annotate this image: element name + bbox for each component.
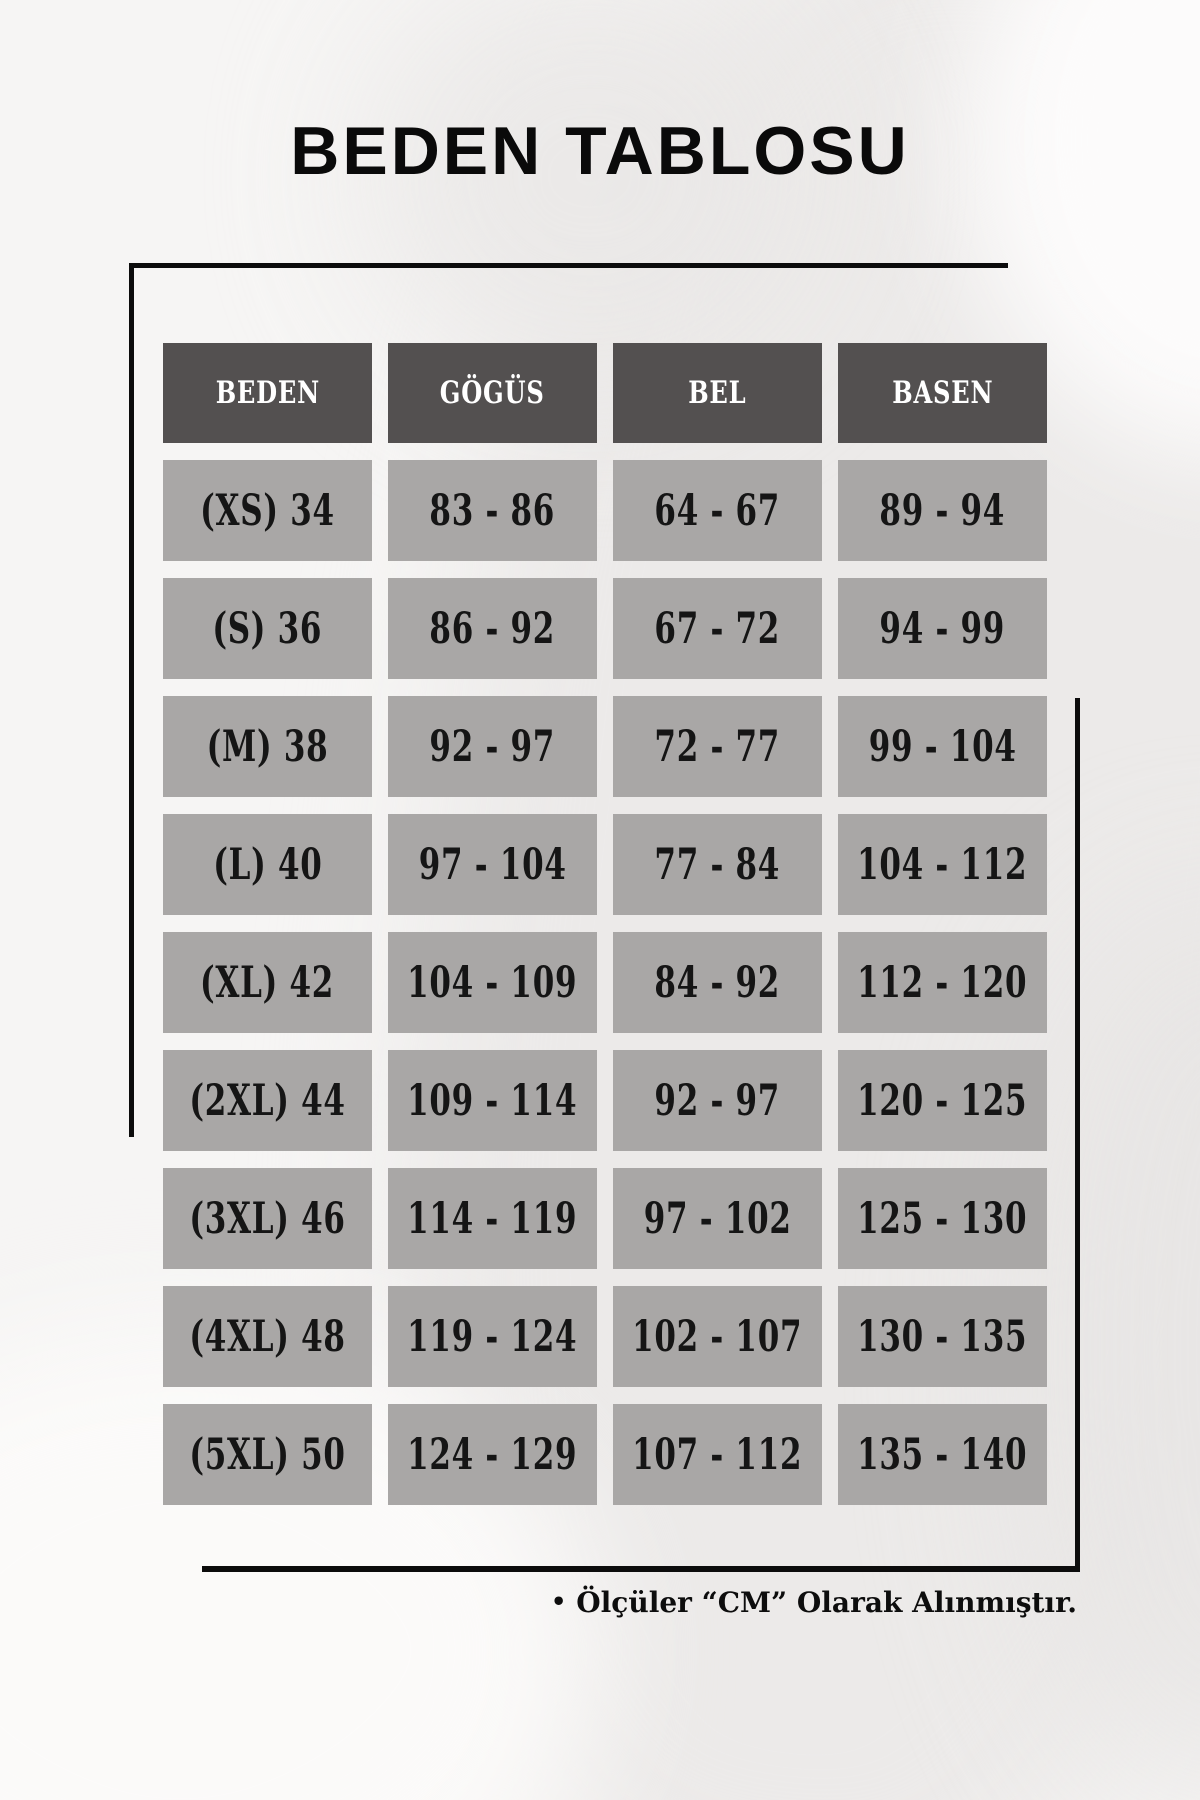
range-cell-basen bbox=[838, 696, 1047, 797]
range-value: 67 - 72 bbox=[654, 603, 781, 654]
left-frame-line bbox=[129, 263, 134, 1137]
range-cell-bel bbox=[613, 1168, 822, 1269]
bottom-frame-line bbox=[202, 1566, 1080, 1572]
range-value: 77 - 84 bbox=[654, 839, 781, 890]
range-value: 72 - 77 bbox=[654, 721, 781, 772]
range-value: 124 - 129 bbox=[407, 1429, 578, 1480]
range-cell-gogus bbox=[388, 1168, 597, 1269]
range-value: 120 - 125 bbox=[857, 1075, 1028, 1126]
range-cell-basen bbox=[838, 1286, 1047, 1387]
range-cell-bel bbox=[613, 932, 822, 1033]
size-cell bbox=[163, 1168, 372, 1269]
header-label: GÖGÜS bbox=[440, 375, 545, 411]
size-label: (4XL) 48 bbox=[189, 1311, 346, 1362]
size-cell bbox=[163, 814, 372, 915]
range-cell-basen bbox=[838, 1050, 1047, 1151]
measurement-note-text: Ölçüler “CM” Olarak Alınmıştır. bbox=[576, 1586, 1077, 1619]
header-label: BASEN bbox=[891, 375, 994, 411]
size-cell bbox=[163, 578, 372, 679]
range-cell-gogus bbox=[388, 696, 597, 797]
size-cell bbox=[163, 1050, 372, 1151]
size-label: (XS) 34 bbox=[200, 485, 335, 536]
size-label: (M) 38 bbox=[206, 721, 329, 772]
size-label: (L) 40 bbox=[212, 839, 323, 890]
header-cell-beden bbox=[163, 343, 372, 443]
size-label: (S) 36 bbox=[212, 603, 323, 654]
range-cell-basen bbox=[838, 578, 1047, 679]
range-value: 109 - 114 bbox=[407, 1075, 578, 1126]
range-value: 84 - 92 bbox=[654, 957, 781, 1008]
range-value: 130 - 135 bbox=[857, 1311, 1028, 1362]
range-value: 97 - 102 bbox=[643, 1193, 792, 1244]
size-cell bbox=[163, 460, 372, 561]
range-cell-gogus bbox=[388, 1050, 597, 1151]
range-value: 92 - 97 bbox=[654, 1075, 781, 1126]
range-value: 92 - 97 bbox=[429, 721, 556, 772]
range-value: 64 - 67 bbox=[654, 485, 781, 536]
range-value: 94 - 99 bbox=[879, 603, 1006, 654]
range-cell-basen bbox=[838, 814, 1047, 915]
size-cell bbox=[163, 696, 372, 797]
size-cell bbox=[163, 1286, 372, 1387]
range-cell-bel bbox=[613, 1404, 822, 1505]
range-cell-bel bbox=[613, 460, 822, 561]
range-value: 135 - 140 bbox=[857, 1429, 1028, 1480]
range-value: 86 - 92 bbox=[429, 603, 556, 654]
range-value: 83 - 86 bbox=[429, 485, 556, 536]
size-label: (2XL) 44 bbox=[189, 1075, 346, 1126]
size-cell bbox=[163, 932, 372, 1033]
range-value: 89 - 94 bbox=[879, 485, 1006, 536]
range-value: 112 - 120 bbox=[857, 957, 1028, 1008]
right-frame-line bbox=[1075, 698, 1080, 1572]
header-label: BEL bbox=[688, 375, 747, 411]
top-frame-line bbox=[131, 263, 1008, 268]
range-cell-bel bbox=[613, 1050, 822, 1151]
range-cell-gogus bbox=[388, 1404, 597, 1505]
measurement-note bbox=[551, 1586, 1077, 1619]
range-cell-bel bbox=[613, 696, 822, 797]
header-cell-basen bbox=[838, 343, 1047, 443]
range-value: 107 - 112 bbox=[632, 1429, 803, 1480]
header-label: BEDEN bbox=[215, 375, 320, 411]
range-value: 104 - 112 bbox=[857, 839, 1028, 890]
range-cell-basen bbox=[838, 460, 1047, 561]
range-value: 102 - 107 bbox=[632, 1311, 803, 1362]
range-value: 125 - 130 bbox=[857, 1193, 1028, 1244]
range-value: 104 - 109 bbox=[407, 957, 578, 1008]
page-title: BEDEN TABLOSU bbox=[290, 113, 910, 189]
range-value: 97 - 104 bbox=[418, 839, 567, 890]
range-cell-gogus bbox=[388, 814, 597, 915]
size-table bbox=[163, 343, 1047, 1505]
range-cell-bel bbox=[613, 578, 822, 679]
range-cell-basen bbox=[838, 1404, 1047, 1505]
range-value: 114 - 119 bbox=[407, 1193, 578, 1244]
bullet-icon: • bbox=[550, 1587, 567, 1616]
range-value: 119 - 124 bbox=[407, 1311, 578, 1362]
range-value: 99 - 104 bbox=[868, 721, 1017, 772]
size-label: (5XL) 50 bbox=[189, 1429, 346, 1480]
size-label: (3XL) 46 bbox=[189, 1193, 346, 1244]
range-cell-bel bbox=[613, 814, 822, 915]
range-cell-gogus bbox=[388, 1286, 597, 1387]
header-cell-gogus bbox=[388, 343, 597, 443]
range-cell-basen bbox=[838, 1168, 1047, 1269]
size-label: (XL) 42 bbox=[200, 957, 335, 1008]
range-cell-gogus bbox=[388, 578, 597, 679]
range-cell-gogus bbox=[388, 460, 597, 561]
range-cell-bel bbox=[613, 1286, 822, 1387]
range-cell-gogus bbox=[388, 932, 597, 1033]
size-cell bbox=[163, 1404, 372, 1505]
range-cell-basen bbox=[838, 932, 1047, 1033]
header-cell-bel bbox=[613, 343, 822, 443]
